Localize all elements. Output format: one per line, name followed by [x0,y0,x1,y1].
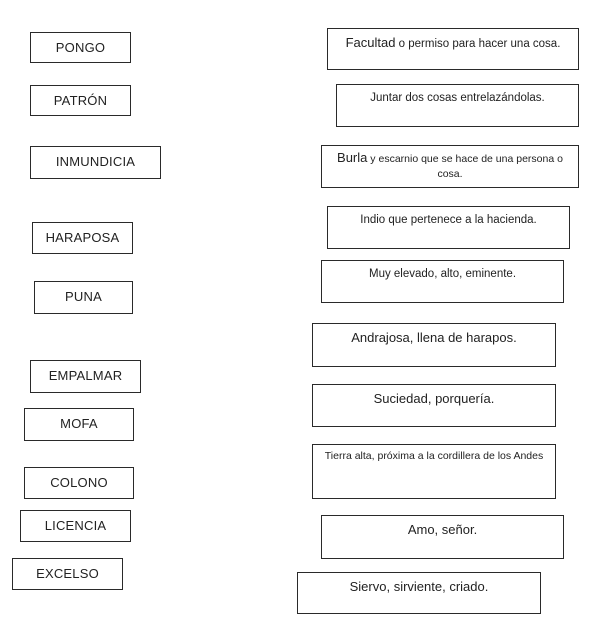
term-label: HARAPOSA [45,230,120,245]
term-label: EMPALMAR [48,368,123,383]
definition-box-facultad [327,28,579,70]
definition-box-indio [327,206,570,249]
definition-text: Muy elevado, alto, eminente. [368,268,517,280]
term-box-licencia [20,510,131,542]
definition-box-muy-elevado [321,260,564,303]
definition-text: y escarnio que se hace de una persona o cosa. [367,153,563,180]
definition-lead: Facultad [345,35,396,50]
term-box-colono [24,467,134,499]
term-box-puna [34,281,133,314]
term-label: MOFA [60,416,98,431]
term-label: PATRÓN [53,93,108,108]
term-box-pongo [30,32,131,63]
term-box-excelso [12,558,123,590]
definition-box-burla [321,145,579,188]
term-label: PONGO [55,40,106,55]
definition-text: Indio que pertenece a la hacienda. [360,214,537,226]
term-label: COLONO [50,475,108,490]
definition-text: Tierra alta, próxima a la cordillera de los Andes [324,450,544,462]
definition-text: Suciedad, porquería. [373,391,495,406]
term-box-empalmar [30,360,141,393]
term-box-patron [30,85,131,116]
term-box-inmundicia [30,146,161,179]
term-box-haraposa [32,222,133,254]
definition-box-suciedad [312,384,556,427]
definition-box-amo [321,515,564,559]
definition-lead: Burla [337,150,368,165]
term-label: INMUNDICIA [55,154,136,169]
definition-box-juntar [336,84,579,127]
term-label: LICENCIA [44,518,107,533]
definition-text: Andrajosa, llena de harapos. [351,330,517,345]
definition-text: o permiso para hacer una cosa. [395,38,561,50]
definition-text: Amo, señor. [407,522,478,537]
term-box-mofa [24,408,134,441]
definition-text: Siervo, sirviente, criado. [349,579,489,594]
definition-text: Juntar dos cosas entrelazándolas. [370,92,545,104]
definition-box-siervo [297,572,541,614]
definition-box-andrajosa [312,323,556,367]
term-label: EXCELSO [36,566,99,581]
term-label: PUNA [65,289,102,304]
definition-box-tierra-alta [312,444,556,499]
